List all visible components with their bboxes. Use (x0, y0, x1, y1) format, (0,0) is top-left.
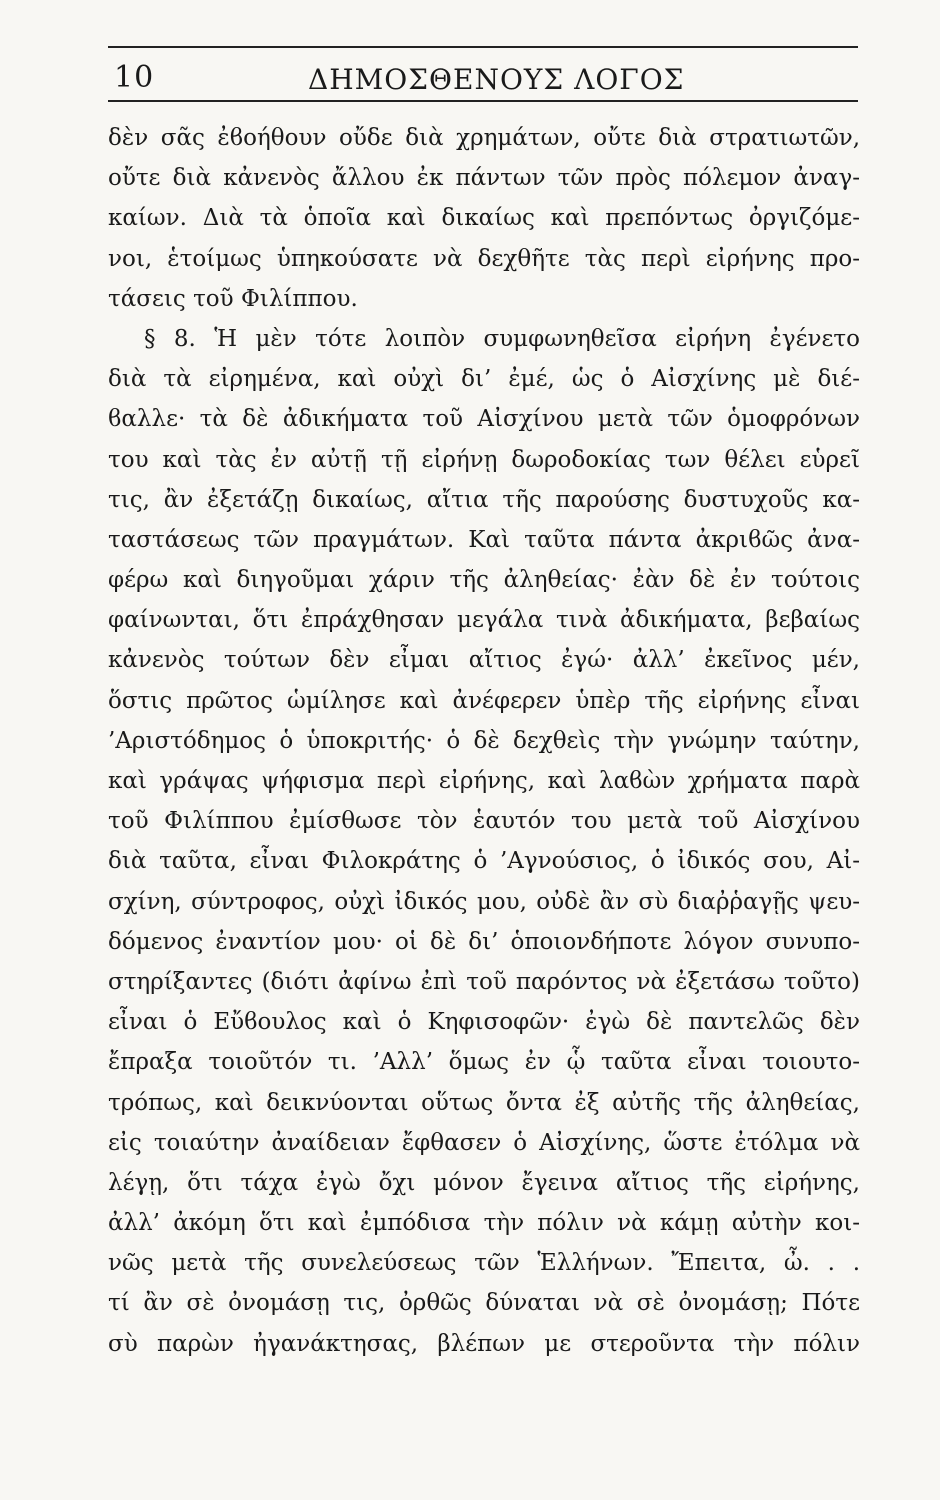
text-line: τί ἂν σὲ ὀνομάσῃ τις, ὀρθῶς δύναται νὰ σὲ ὀνομάσῃ; Πότε (108, 1290, 860, 1317)
text-line: εἶναι ὁ Εὔϐουλος καὶ ὁ Κηφισοφῶν· ἐγὼ δὲ παντελῶς δὲν (108, 1009, 860, 1036)
text-line: του καὶ τὰς ἐν αὐτῇ τῇ εἰρήνῃ δωροδοκίας των θέλει εὑρεῖ (108, 446, 860, 473)
text-line: διὰ τὰ εἰρημένα, καὶ οὐχὶ δι’ ἐμέ, ὡς ὁ Αἰσχίνης μὲ διέ- (108, 366, 860, 393)
text-line: τις, ἂν ἐξετάζῃ δικαίως, αἴτια τῆς παρούσης δυστυχοῦς κα- (108, 486, 860, 513)
text-line: φαίνωνται, ὅτι ἐπράχθησαν μεγάλα τινὰ ἀδικήματα, βεβαίως (108, 607, 860, 634)
text-line: νοι, ἑτοίμως ὑπηκούσατε νὰ δεχθῆτε τὰς περὶ εἰρήνης προ- (108, 245, 860, 272)
page-number: 10 (114, 60, 155, 95)
text-line: διὰ ταῦτα, εἶναι Φιλοκράτης ὁ ’Αγνούσιος, ὁ ἰδικός σου, Αἰ- (108, 848, 860, 875)
header-rule-top (108, 46, 858, 48)
text-line: εἰς τοιαύτην ἀναίδειαν ἔφθασεν ὁ Αἰσχίνης, ὥστε ἐτόλμα νὰ (108, 1129, 860, 1156)
text-line: στηρίξαντες (διότι ἀφίνω ἐπὶ τοῦ παρόντος νὰ ἐξετάσω τοῦτο) (108, 968, 860, 995)
text-line: ’Αριστόδημος ὁ ὑποκριτής· ὁ δὲ δεχθεὶς τὴν γνώμην ταύτην, (108, 727, 860, 754)
text-line: ταστάσεως τῶν πραγμάτων. Καὶ ταῦτα πάντα ἀκριϐῶς ἀνα- (108, 526, 860, 553)
text-line: ἔπραξα τοιοῦτόν τι. ’Αλλ’ ὅμως ἐν ᾧ ταῦτα εἶναι τοιουτο- (108, 1049, 860, 1076)
text-line: καίων. Διὰ τὰ ὁποῖα καὶ δικαίως καὶ πρεπόντως ὀργιζόμε- (108, 205, 860, 232)
section-start-line: § 8. Ἡ μὲν τότε λοιπὸν συμφωνηθεῖσα εἰρήνη ἐγένετο (144, 325, 860, 352)
text-line: σὺ παρὼν ἠγανάκτησας, βλέπων με στεροῦντα τὴν πόλιν (108, 1330, 860, 1357)
text-line: καὶ γράψας ψήφισμα περὶ εἰρήνης, καὶ λαϐὼν χρήματα παρὰ (108, 768, 860, 794)
header-rule-bottom (108, 100, 858, 102)
text-line: οὔτε διὰ κἀνενὸς ἄλλου ἐκ πάντων τῶν πρὸς πόλεμον ἀναγ- (108, 165, 860, 192)
text-line: ἀλλ’ ἀκόμη ὅτι καὶ ἐμπόδισα τὴν πόλιν νὰ κάμῃ αὐτὴν κοι- (108, 1210, 860, 1237)
text-line: τάσεις τοῦ Φιλίππου. (108, 285, 358, 312)
text-line: φέρω καὶ διηγοῦμαι χάριν τῆς ἀληθείας· ἐὰν δὲ ἐν τούτοις (108, 567, 860, 594)
text-line: κἀνενὸς τούτων δὲν εἶμαι αἴτιος ἐγώ· ἀλλ’ ἐκεῖνος μέν, (108, 647, 860, 674)
running-head (108, 54, 858, 98)
text-line: δόμενος ἐναντίον μου· οἱ δὲ δι’ ὁποιονδήποτε λόγον συνυπο- (108, 928, 860, 955)
text-line: λέγῃ, ὅτι τάχα ἐγὼ ὄχι μόνον ἔγεινα αἴτιος τῆς εἰρήνης, (108, 1169, 860, 1196)
text-line: σχίνη, σύντροφος, οὐχὶ ἰδικός μου, οὐδὲ ἂν σὺ διαῤῥαγῇς ψευ- (108, 888, 860, 915)
text-line: ὅστις πρῶτος ὡμίλησε καὶ ἀνέφερεν ὑπὲρ τῆς εἰρήνης εἶναι (108, 687, 860, 714)
text-line: τρόπως, καὶ δεικνύονται οὕτως ὄντα ἐξ αὐτῆς τῆς ἀληθείας, (108, 1089, 860, 1116)
text-line: ϐαλλε· τὰ δὲ ἀδικήματα τοῦ Αἰσχίνου μετὰ τῶν ὁμοφρόνων (108, 406, 860, 433)
text-line: τοῦ Φιλίππου ἐμίσθωσε τὸν ἑαυτόν του μετὰ τοῦ Αἰσχίνου (108, 808, 860, 835)
running-title: ΔΗΜΟΣΘΕΝΟΥΣ ΛΟΓΟΣ (308, 63, 685, 96)
text-line: δὲν σᾶς ἐϐοήθουν οὔδε διὰ χρημάτων, οὔτε διὰ στρατιωτῶν, (108, 125, 860, 151)
text-line: νῶς μετὰ τῆς συνελεύσεως τῶν Ἑλλήνων. Ἔπειτα, ὦ. . . (108, 1250, 860, 1277)
body-text (108, 118, 860, 1364)
